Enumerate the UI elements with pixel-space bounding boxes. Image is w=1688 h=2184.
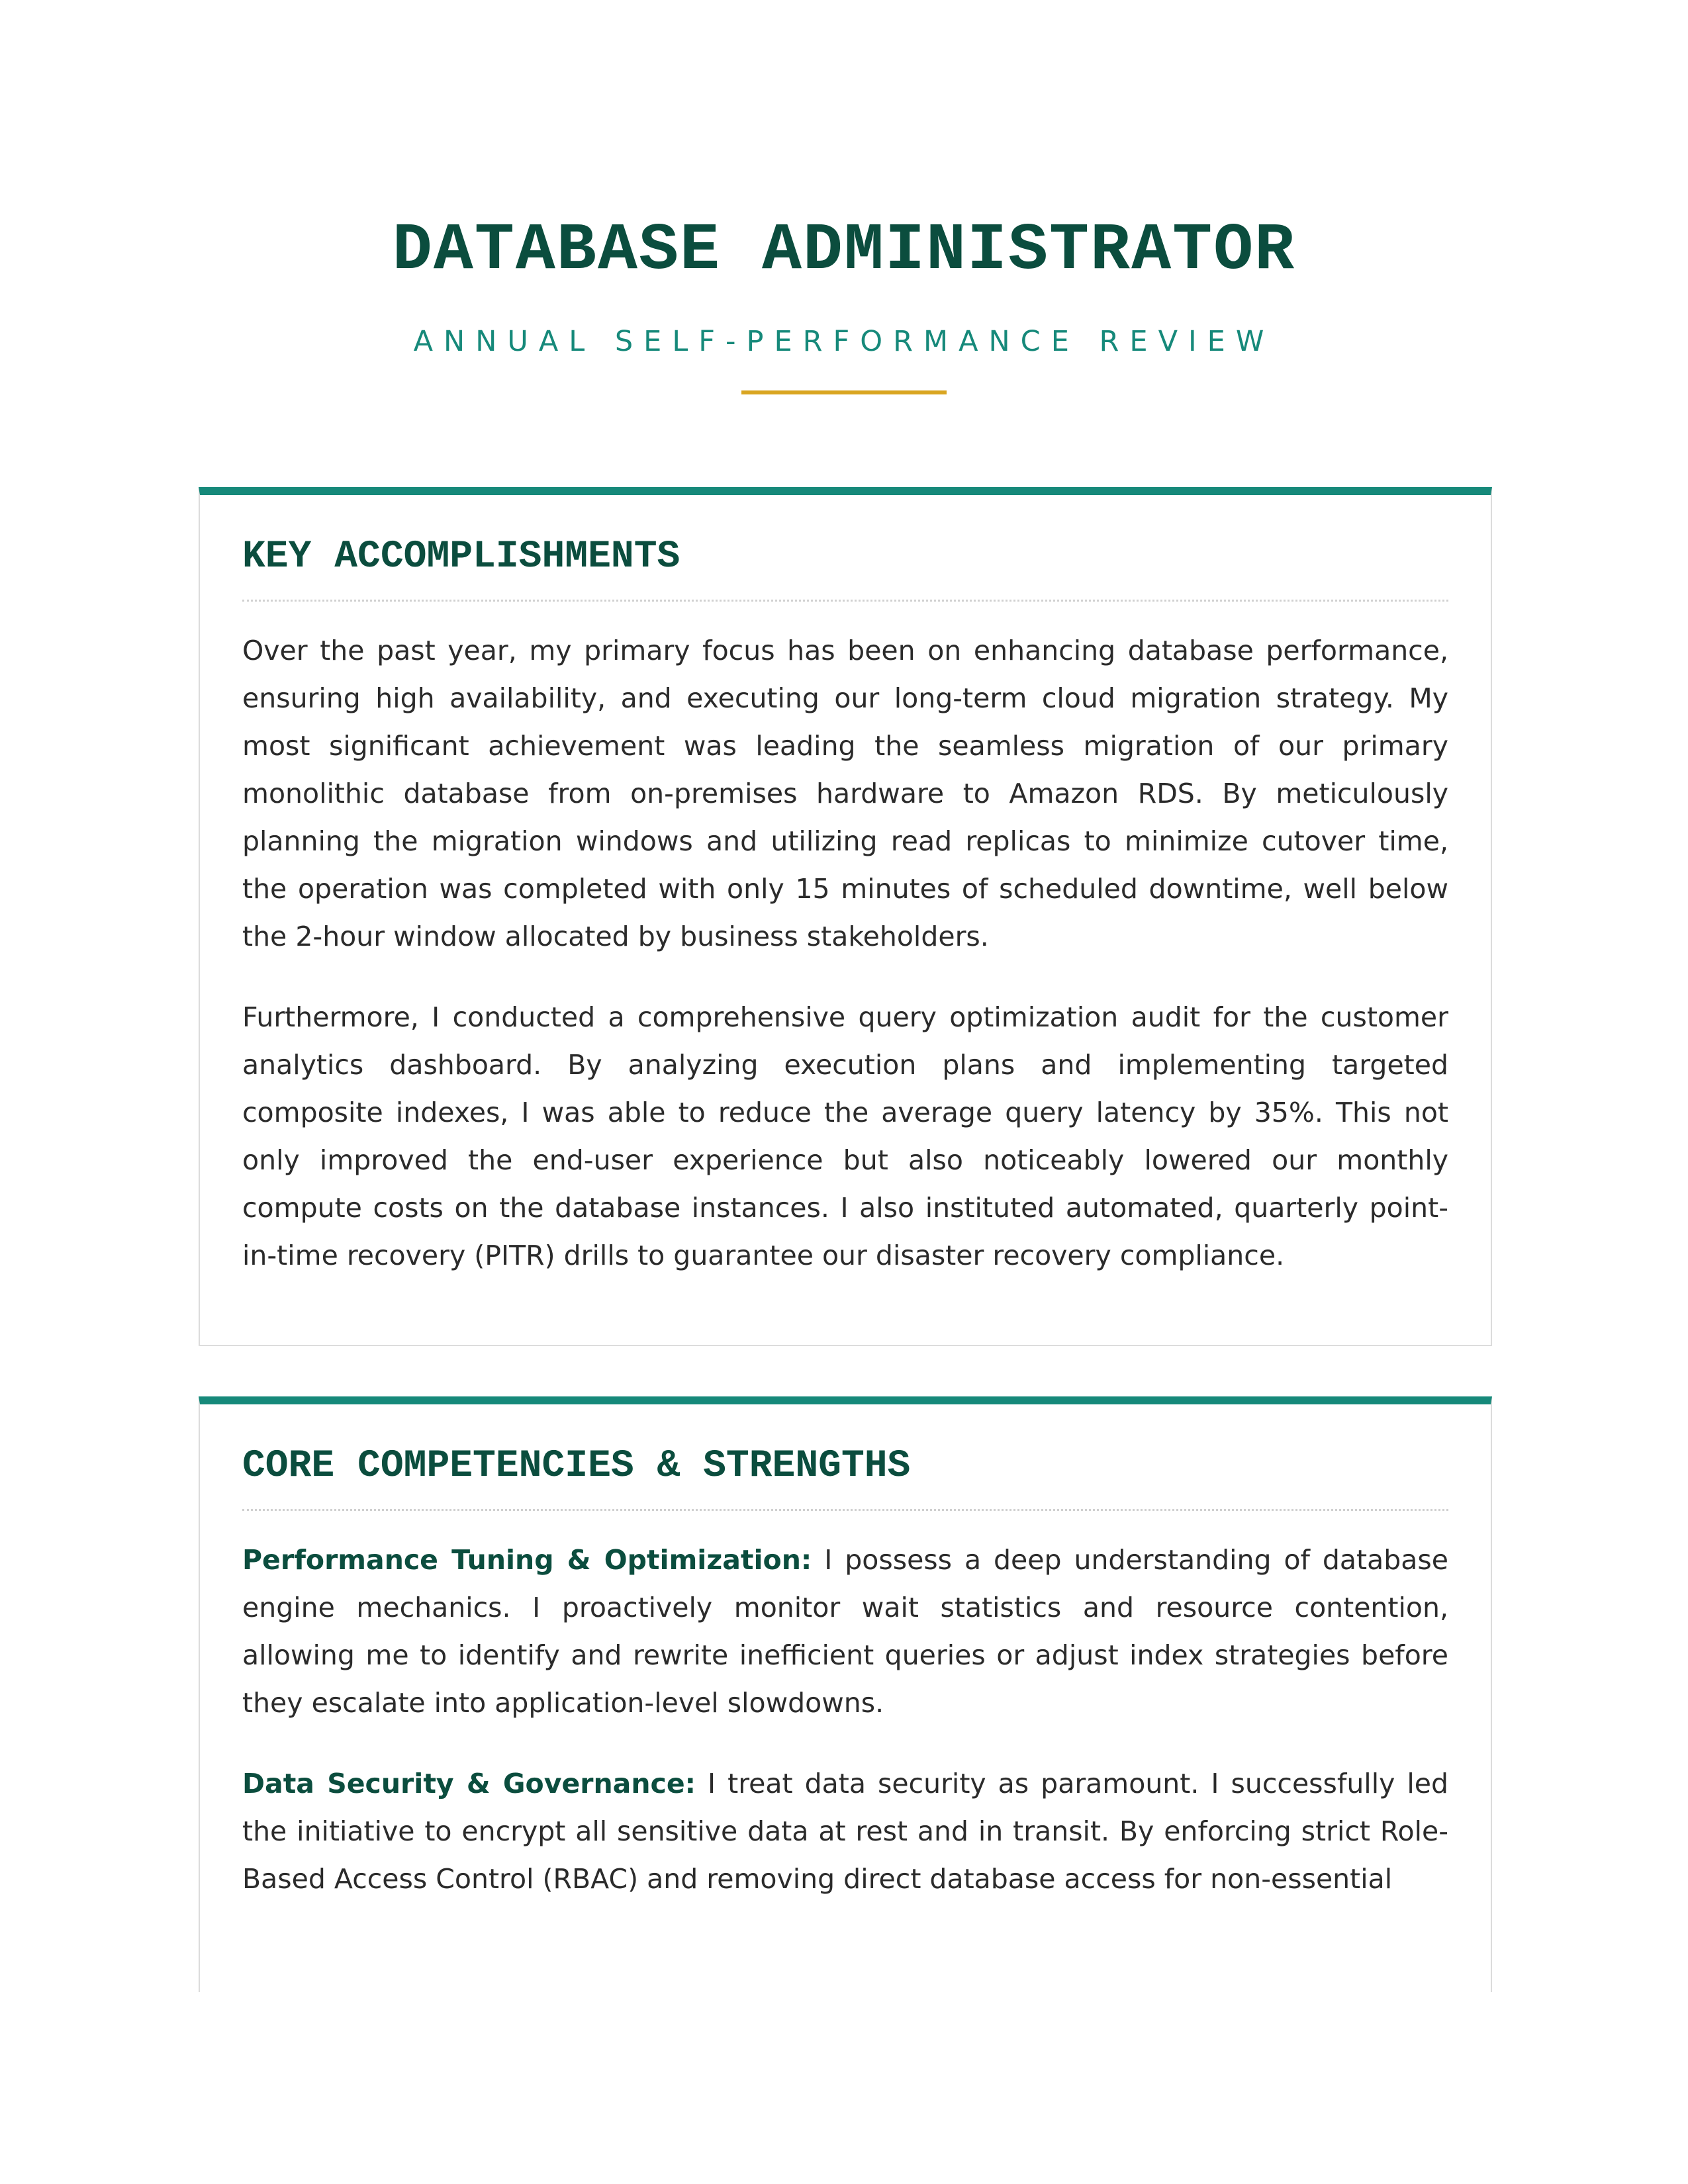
document-title: DATABASE ADMINISTRATOR	[392, 214, 1296, 289]
section-core-competencies	[199, 1396, 1492, 1992]
competency-lead: Performance Tuning & Optimization:	[242, 1544, 812, 1576]
section-divider	[242, 600, 1448, 602]
competency-lead: Data Security & Governance:	[242, 1768, 696, 1799]
competency-item	[242, 1760, 1448, 1903]
competency-text: I possess a deep understanding of database engine mechanics. I proactively monitor wait statistics and resource contention, allowing me to identify and rewrite inefficient queries or adjust index strategies before they escalate into application-level slowdowns.	[242, 1544, 1448, 1719]
title-divider	[741, 390, 947, 394]
document-subtitle: ANNUAL SELF-PERFORMANCE REVIEW	[413, 325, 1275, 358]
section-divider	[242, 1509, 1448, 1511]
competency-text: I treat data security as paramount. I successfully led the initiative to encrypt all sensitive data at rest and in transit. By enforcing strict Role-Based Access Control (RBAC) and removing direct database access for non-essential	[242, 1768, 1449, 1895]
section-title: KEY ACCOMPLISHMENTS	[242, 535, 680, 578]
paragraph: Over the past year, my primary focus has been on enhancing database performance, ensuring high availability, and executing our long-term cloud migration strategy. My most significant achievement was leading the seamless migration of our primary monolithic database from on-premises hardware to Amazon RDS. By meticulously planning the migration windows and utilizing read replicas to minimize cutover time, the operation was completed with only 15 minutes of scheduled downtime, well below the 2-hour window allocated by business stakeholders.	[242, 635, 1448, 952]
paragraph: Furthermore, I conducted a comprehensive query optimization audit for the customer analytics dashboard. By analyzing execution plans and implementing targeted composite indexes, I was able to reduce the average query latency by 35%. This not only improved the end-user experience but also noticeably lowered our monthly compute costs on the database instances. I also instituted automated, quarterly point-in-time recovery (PITR) drills to guarantee our disaster recovery compliance.	[242, 1001, 1448, 1271]
section-title: CORE COMPETENCIES & STRENGTHS	[242, 1445, 911, 1488]
competency-item	[242, 1536, 1448, 1727]
section-key-accomplishments	[199, 487, 1492, 1346]
document-header	[0, 212, 1688, 394]
